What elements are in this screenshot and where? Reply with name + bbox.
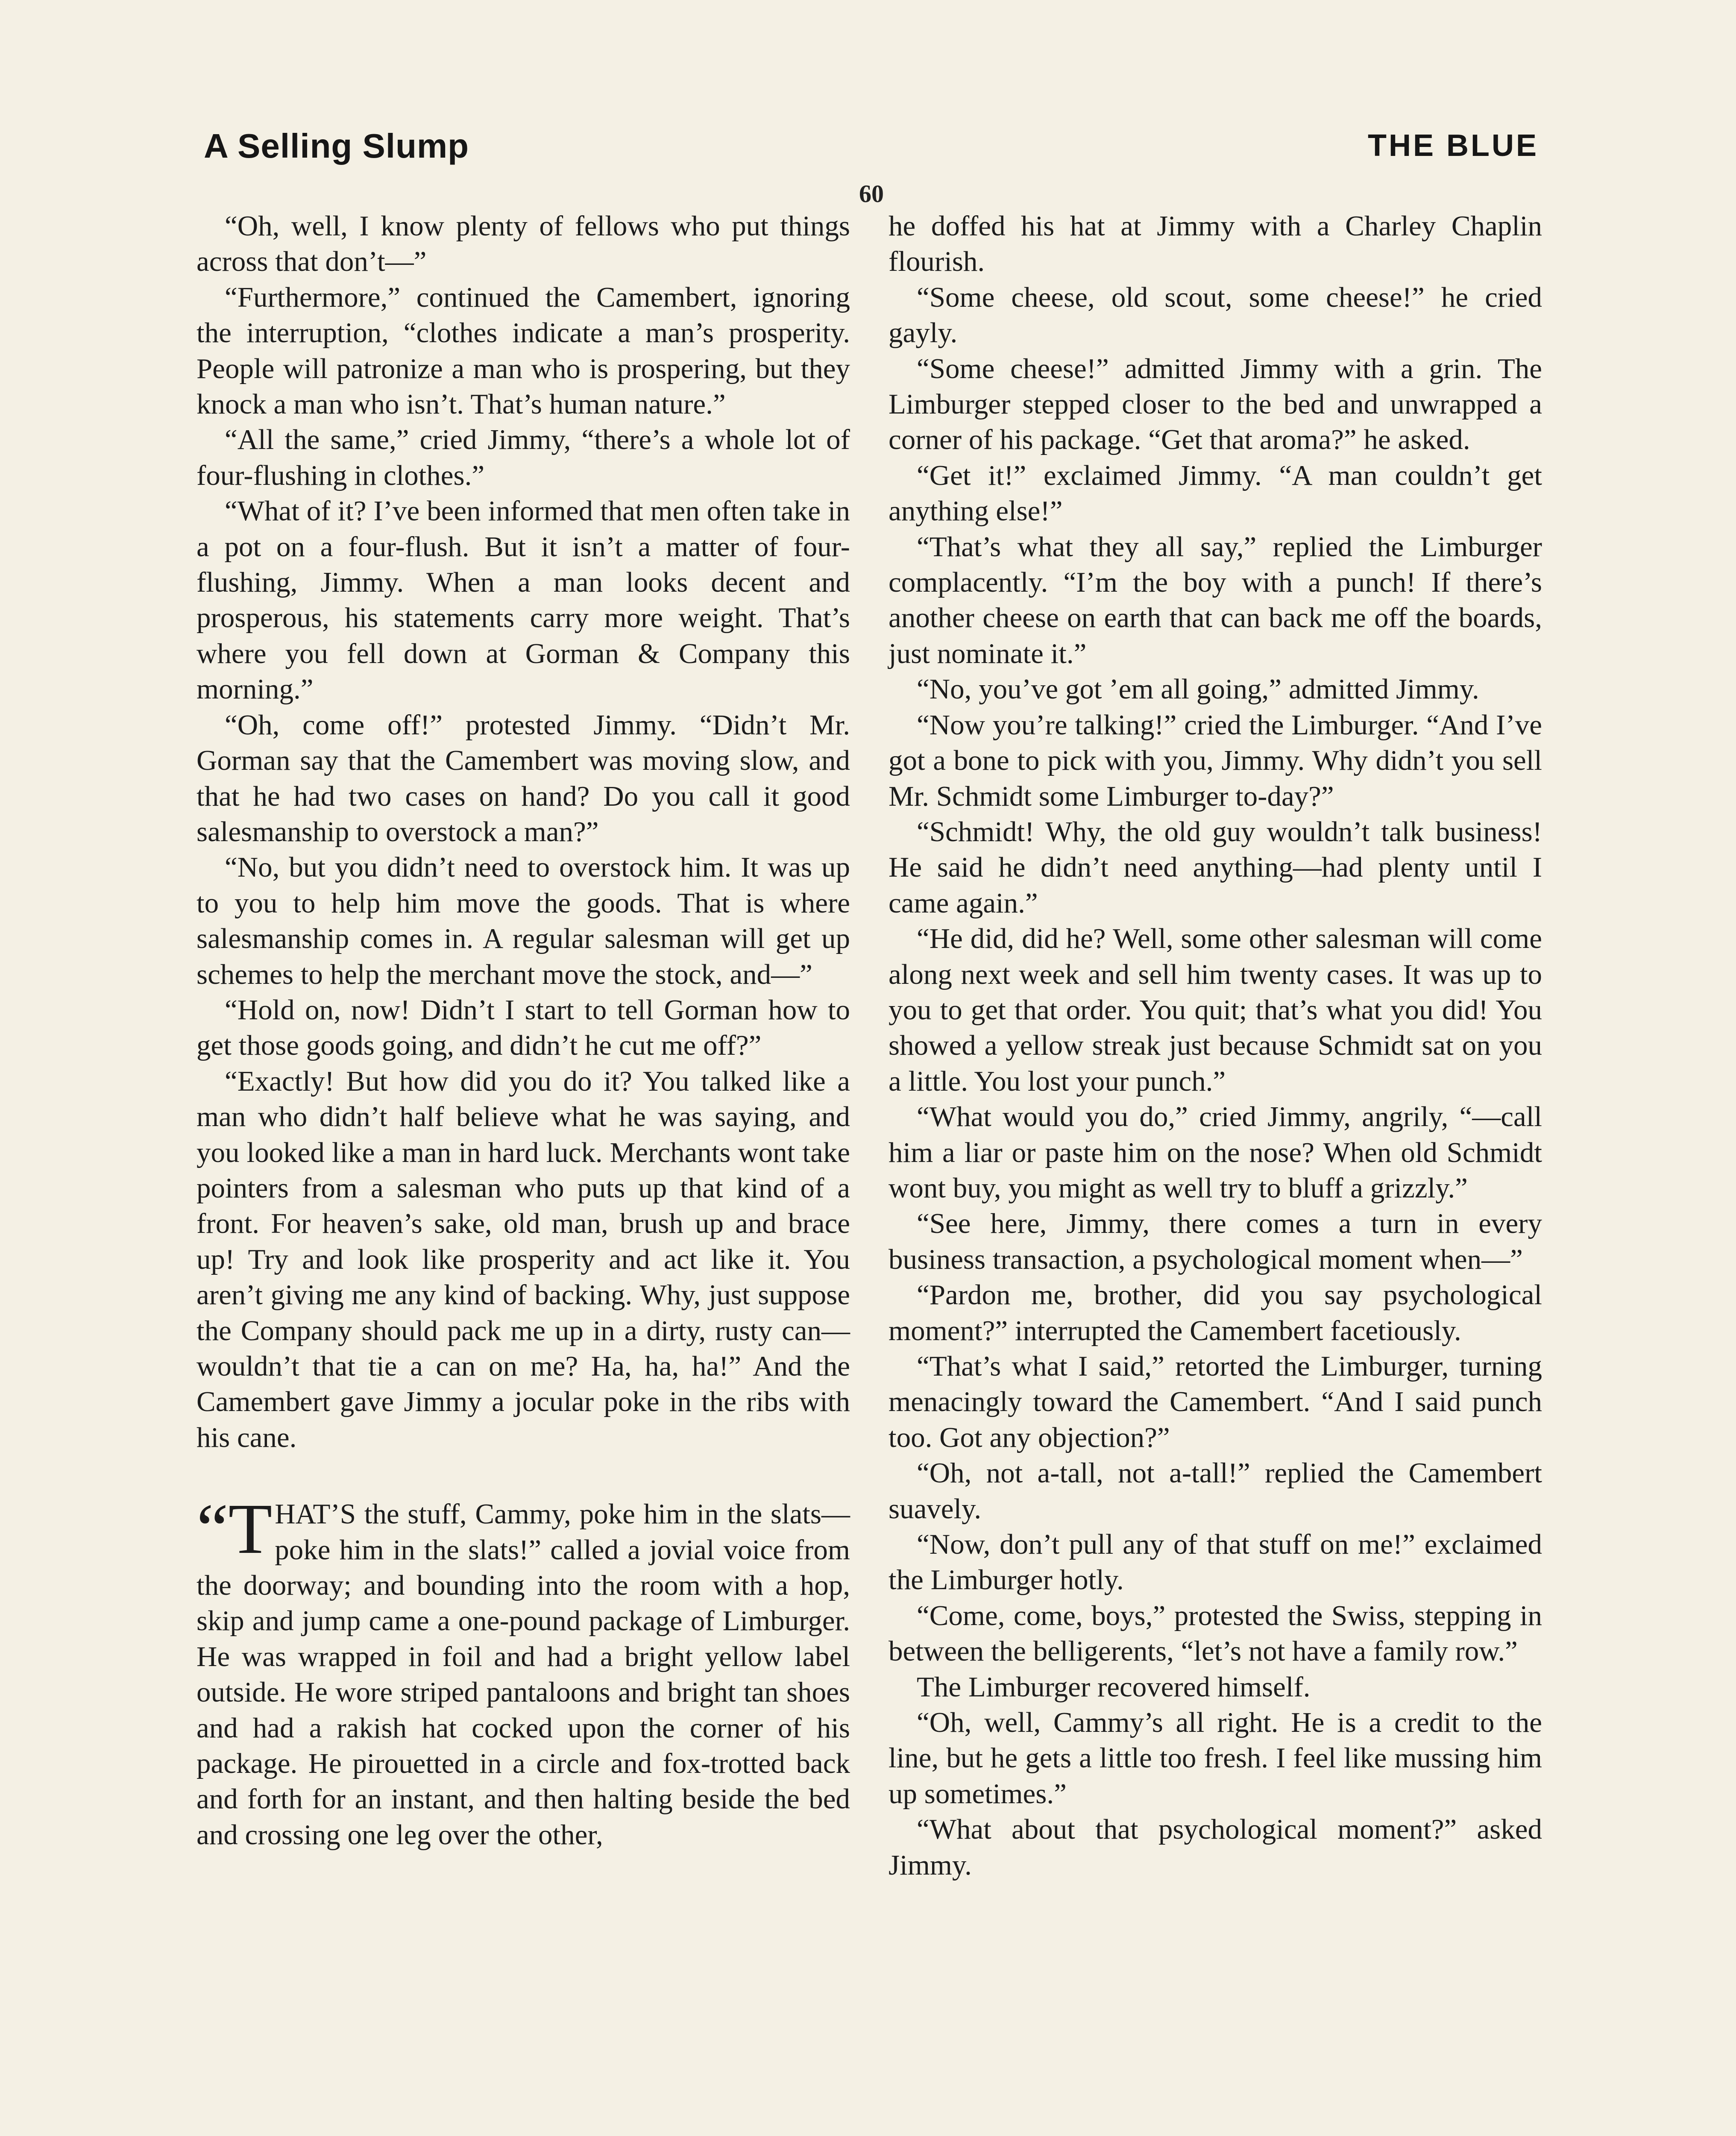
paragraph: “Oh, not a-tall, not a-tall!” replied the Camembert suavely. <box>889 1457 1542 1525</box>
drop-cap <box>196 1489 273 1569</box>
paragraph: The Limburger recovered himself. <box>917 1671 1311 1703</box>
paragraph: “Some cheese, old scout, some cheese!” he cried gayly. <box>889 281 1542 349</box>
paragraph: “Exactly! But how did you do it? You talked like a man who didn’t half believe what he was saying, and you looked like a man in hard luck. Merchants wont take pointers from a salesman who puts up that kind of a front. For heaven’s sake, old man, brush up and brace up! Try and look like prosperity and act like it. You aren’t giving me any kind of backing. Why, just suppose the Company should pack me up in a dirty, rusty can—wouldn’t that tie a can on me? Ha, ha, ha!” And the Camembert gave Jimmy a jocular poke in the ribs with his cane. <box>196 1065 850 1453</box>
paragraph: “That’s what I said,” retorted the Limburger, turning menacingly toward the Camembert. “And I said punch too. Got any objection?” <box>889 1350 1542 1453</box>
paragraph: “That’s what they all say,” replied the Limburger complacently. “I’m the boy with a punch! If there’s another cheese on earth that can back me off the boards, just nominate it.” <box>889 531 1542 669</box>
paragraph: “What of it? I’ve been informed that men often take in a pot on a four-flush. But it isn’t a matter of four-flushing, Jimmy. When a man looks decent and prosperous, his statements carry more weight. That’s where you fell down at Gorman & Company this morning.” <box>196 495 850 705</box>
paragraph: “See here, Jimmy, there comes a turn in every business transaction, a psychological moment when—” <box>889 1208 1542 1275</box>
paragraph-continued: he doffed his hat at Jimmy with a Charley Chaplin flourish. <box>889 210 1542 278</box>
paragraph: “Get it!” exclaimed Jimmy. “A man couldn’t get anything else!” <box>889 459 1542 527</box>
paragraph: “Come, come, boys,” protested the Swiss, stepping in between the belligerents, “let’s not have a family row.” <box>889 1599 1542 1667</box>
paragraph: “Schmidt! Why, the old guy wouldn’t talk business! He said he didn’t need anything—had plenty until I came again.” <box>889 816 1542 919</box>
story-title: A Selling Slump <box>204 127 469 165</box>
page-number: 60 <box>859 180 884 208</box>
paragraph: “All the same,” cried Jimmy, “there’s a whole lot of four-flushing in clothes.” <box>196 424 850 491</box>
paragraph: “No, but you didn’t need to overstock him. It was up to you to help him move the goods. That is where salesmanship comes in. A regular salesman will get up schemes to help the merchant move the stock, and—” <box>196 851 850 990</box>
magazine-name: THE BLUE <box>1368 129 1539 163</box>
drop-cap-quote: “ <box>196 1489 229 1569</box>
paragraph: “Now, don’t pull any of that stuff on me!” exclaimed the Limburger hotly. <box>889 1529 1542 1596</box>
paragraph: “What would you do,” cried Jimmy, angrily, “—call him a liar or paste him on the nose? When old Schmidt wont buy, you might as well try to bluff a grizzly.” <box>889 1101 1542 1204</box>
paragraph: “Oh, well, I know plenty of fellows who put things across that don’t—” <box>196 210 850 278</box>
left-column <box>196 208 850 1853</box>
paragraph: “What about that psychological moment?” asked Jimmy. <box>889 1813 1542 1881</box>
paragraph: “Now you’re talking!” cried the Limburger. “And I’ve got a bone to pick with you, Jimmy. Why didn’t you sell Mr. Schmidt some Limburger to-day?” <box>889 709 1542 812</box>
right-column <box>889 208 1542 1883</box>
paragraph: “Oh, come off!” protested Jimmy. “Didn’t Mr. Gorman say that the Camembert was moving slow, and that he had two cases on hand? Do you call it good salesmanship to overstock a man?” <box>196 709 850 848</box>
paragraph: “Pardon me, brother, did you say psychological moment?” interrupted the Camembert facetiously. <box>889 1279 1542 1347</box>
drop-cap-letter: T <box>228 1489 273 1569</box>
dropcap-paragraph-text: HAT’S the stuff, Cammy, poke him in the slats—poke him in the slats!” called a jovial voice from the doorway; and bounding into the room with a hop, skip and jump came a one-pound package of Limburger. He was wrapped in foil and had a bright yellow label outside. He wore striped pantaloons and bright tan shoes and had a rakish hat cocked upon the corner of his package. He pirouetted in a circle and fox-trotted back and forth for an instant, and then halting beside the bed and crossing one leg over the other, <box>196 1498 850 1851</box>
paragraph: “Oh, well, Cammy’s all right. He is a credit to the line, but he gets a little too fresh. I feel like mussing him up sometimes.” <box>889 1707 1542 1810</box>
paragraph: “Some cheese!” admitted Jimmy with a grin. The Limburger stepped closer to the bed and unwrapped a corner of his package. “Get that aroma?” he asked. <box>889 352 1542 456</box>
dropcap-paragraph <box>196 1489 850 1853</box>
paragraph: “Hold on, now! Didn’t I start to tell Gorman how to get those goods going, and didn’t he cut me off?” <box>196 994 850 1062</box>
paragraph: “Furthermore,” continued the Camembert, ignoring the interruption, “clothes indicate a man’s prosperity. People will patronize a man who is prospering, but they knock a man who isn’t. That’s human nature.” <box>196 281 850 420</box>
paragraph: “No, you’ve got ’em all going,” admitted Jimmy. <box>917 673 1479 705</box>
section-break <box>196 1455 850 1496</box>
paragraph: “He did, did he? Well, some other salesman will come along next week and sell him twenty cases. It was up to you to get that order. You quit; that’s what you did! You showed a yellow streak just because Schmidt sat on you a little. You lost your punch.” <box>889 923 1542 1097</box>
